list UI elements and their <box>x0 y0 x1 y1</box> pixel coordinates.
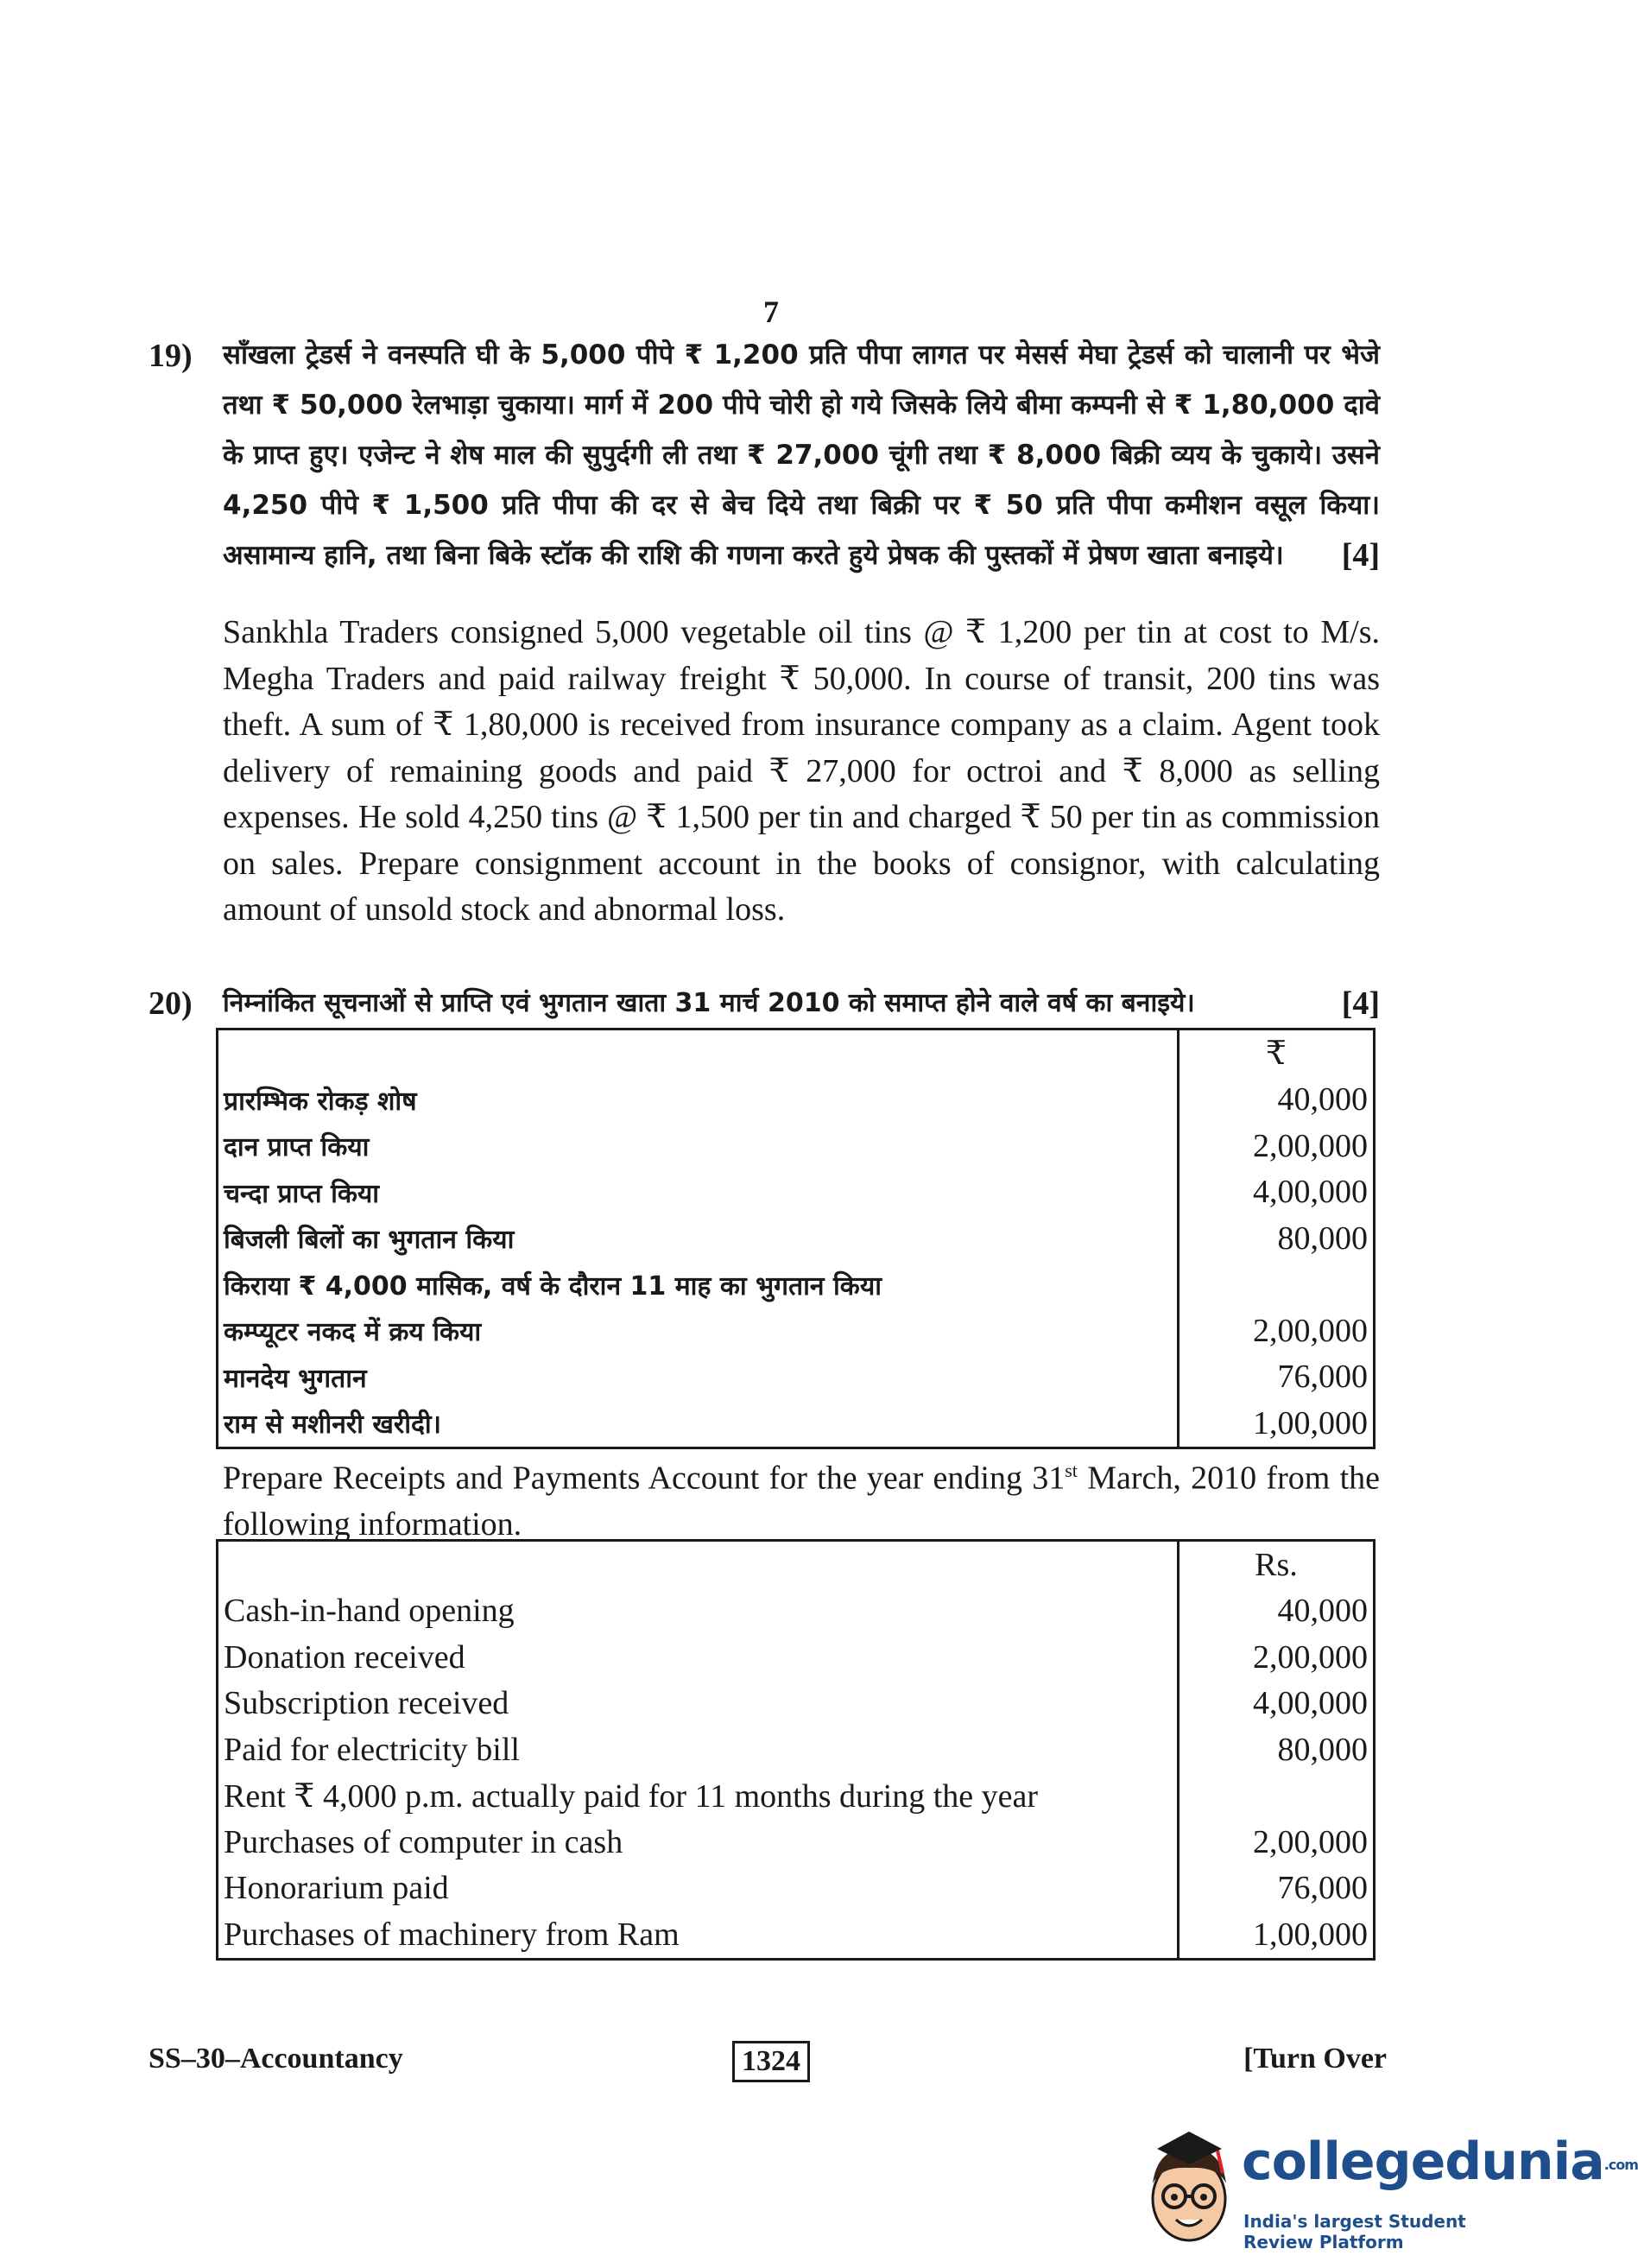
question-19-number: 19) <box>149 338 193 374</box>
row-amount: 76,000 <box>1179 1354 1375 1401</box>
question-20-number: 20) <box>149 985 193 1022</box>
row-amount: 80,000 <box>1179 1215 1375 1262</box>
question-19-marks: [4] <box>1341 537 1380 573</box>
row-description: मानदेय भुगतान <box>224 1363 367 1394</box>
table-row <box>218 1077 1375 1124</box>
table-header-row <box>218 1541 1375 1588</box>
footer-subject-code: SS–30–Accountancy <box>149 2043 403 2075</box>
row-amount: 40,000 <box>1179 1588 1375 1635</box>
row-amount: 1,00,000 <box>1179 1911 1375 1959</box>
question-20-english-text: Prepare Receipts and Payments Account for the year ending 31 <box>223 1460 1066 1497</box>
row-amount: 2,00,000 <box>1179 1123 1375 1169</box>
table-row <box>218 1308 1375 1354</box>
question-20-hindi <box>223 983 1380 1029</box>
table-header-row <box>218 1029 1375 1077</box>
table-row <box>218 1681 1375 1727</box>
table-row <box>218 1634 1375 1681</box>
question-20-english-tail: March, 2010 from the following information. <box>223 1460 1381 1543</box>
table-row <box>218 1215 1375 1262</box>
logo-wordmark: collegedunia.com <box>1242 2132 1638 2192</box>
row-amount: 4,00,000 <box>1179 1681 1375 1727</box>
currency-header: Rs. <box>1179 1541 1375 1588</box>
question-19-english: Sankhla Traders consigned 5,000 vegetable oil tins @ ₹ 1,200 per tin at cost to M/s. Megha Traders and paid railway freight ₹ 50,000. In course of transit, 200 tins was theft. A sum of ₹ 1,80,000 is received from insurance company as a claim. Agent took delivery of remaining goods and paid ₹ 27,000 for octroi and ₹ 8,000 as selling expenses. He sold 4,250 tins @ ₹ 1,500 per tin and charged ₹ 50 per tin as commission on sales. Prepare consignment account in the books of consignor, with calculating amount of unsold stock and abnormal loss. <box>223 614 1380 928</box>
page-number: 7 <box>763 295 779 329</box>
row-amount <box>1179 1262 1375 1308</box>
row-description: Cash-in-hand opening <box>224 1593 515 1630</box>
footer-paper-code: 1324 <box>732 2041 810 2082</box>
row-amount: 76,000 <box>1179 1866 1375 1912</box>
row-description: बिजली बिलों का भुगतान किया <box>224 1225 515 1256</box>
table-row <box>218 1123 1375 1169</box>
row-description: Subscription received <box>224 1685 509 1722</box>
table-row <box>218 1819 1375 1866</box>
question-19-hindi <box>223 333 1380 583</box>
row-description: चन्दा प्राप्त किया <box>224 1178 380 1209</box>
row-amount: 1,00,000 <box>1179 1400 1375 1448</box>
logo-tagline: India's largest Student Review Platform <box>1243 2211 1466 2252</box>
table-row <box>218 1262 1375 1308</box>
row-description: किराया ₹ 4,000 मासिक, वर्ष के दौरान 11 माह का भुगतान किया <box>224 1270 882 1302</box>
row-amount: 40,000 <box>1179 1077 1375 1124</box>
footer-turn-over: [Turn Over <box>1243 2043 1387 2075</box>
row-description: Purchases of computer in cash <box>224 1823 623 1860</box>
hindi-receipts-table <box>216 1028 1376 1449</box>
row-description: प्रारम्भिक रोकड़ शोष <box>224 1086 417 1117</box>
row-amount: 80,000 <box>1179 1726 1375 1773</box>
question-19-hindi-text: साँखला ट्रेडर्स ने वनस्पति घी के 5,000 पीपे ₹ 1,200 प्रति पीपा लागत पर मेसर्स मेघा ट्रेडर्स को चालानी पर भेजे तथा ₹ 50,000 रेलभाड़ा चुकाया। मार्ग में 200 पीपे चोरी हो गये जिसके लिये बीमा कम्पनी से ₹ 1,80,000 दावे के प्राप्त हुए। एजेन्ट ने शेष माल की सुपुर्दगी ली तथा ₹ 27,000 चूंगी तथा ₹ 8,000 बिक्री व्यय के चुकाये। उसने 4,250 पीपे ₹ 1,500 प्रति पीपा की दर से बेच दिये तथा बिक्री पर ₹ 50 प्रति पीपा कमीशन वसूल किया। असामान्य हानि, तथा बिना बिके स्टॉक की राशि की गणना करते हुये प्रेषक की पुस्तकों में प्रेषण खाता बनाइये। <box>223 339 1380 571</box>
question-20-english <box>223 1448 1380 1549</box>
student-mascot-icon <box>1140 2123 1239 2252</box>
row-description: Donation received <box>224 1638 465 1676</box>
row-amount: 2,00,000 <box>1179 1819 1375 1866</box>
row-description: Rent ₹ 4,000 p.m. actually paid for 11 months during the year <box>224 1777 1039 1815</box>
english-receipts-table <box>216 1539 1376 1961</box>
row-amount: 4,00,000 <box>1179 1169 1375 1216</box>
row-description: राम से मशीनरी खरीदी। <box>224 1410 442 1441</box>
currency-header: ₹ <box>1179 1029 1375 1077</box>
row-description: दान प्राप्त किया <box>224 1132 370 1163</box>
table-row <box>218 1866 1375 1912</box>
table-row <box>218 1354 1375 1401</box>
row-amount: 2,00,000 <box>1179 1634 1375 1681</box>
table-row <box>218 1911 1375 1959</box>
table-row <box>218 1726 1375 1773</box>
table-row <box>218 1588 1375 1635</box>
row-amount <box>1179 1773 1375 1820</box>
table-row <box>218 1773 1375 1820</box>
question-20-marks: [4] <box>1341 985 1380 1022</box>
ordinal-suffix: st <box>1065 1460 1078 1481</box>
table-row <box>218 1169 1375 1216</box>
row-description: Honorarium paid <box>224 1870 449 1907</box>
question-20-hindi-text: निम्नांकित सूचनाओं से प्राप्ति एवं भुगतान खाता 31 मार्च 2010 को समाप्त होने वाले वर्ष का बनाइये। <box>223 988 1195 1018</box>
table-row <box>218 1400 1375 1448</box>
row-amount: 2,00,000 <box>1179 1308 1375 1354</box>
row-description: Purchases of machinery from Ram <box>224 1916 680 1953</box>
row-description: कम्प्यूटर नकद में क्रय किया <box>224 1317 482 1348</box>
collegedunia-logo <box>1140 2123 1638 2252</box>
row-description: Paid for electricity bill <box>224 1731 520 1768</box>
